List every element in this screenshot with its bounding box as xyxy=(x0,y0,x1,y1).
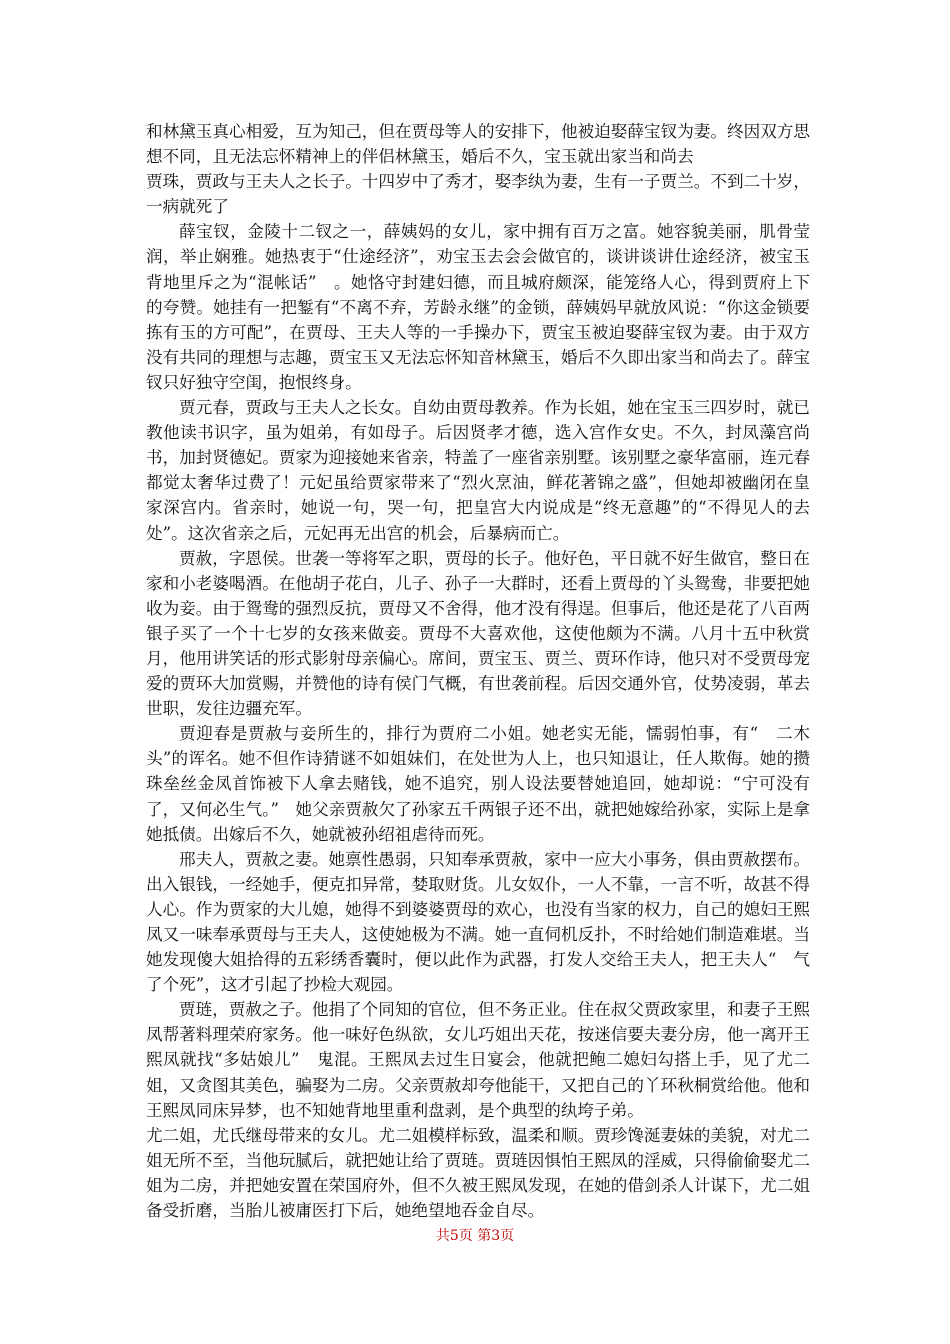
paragraph-1: 和林黛玉真心相爱，互为知己，但在贾母等人的安排下，他被迫娶薛宝钗为妻。终因双方思想不同，且无法忘怀精神上的伴侣林黛玉，婚后不久，宝玉就出家当和尚去 xyxy=(146,122,810,167)
paragraph-8: 贾琏，贾赦之子。他捐了个同知的官位，但不务正业。住在叔父贾政家里，和妻子王熙凤帮著料理荣府家务。他一味好色纵欲，女儿巧姐出天花，按迷信要夫妻分房，他一离开王熙凤就找“多姑娘儿” 鬼混。王熙凤去过生日宴会，他就把鲍二媳妇勾搭上手，见了尤二姐，又贪图其美色，骗娶为二房。父亲贾赦却夸他能干，又把自己的丫环秋桐赏给他。他和王熙凤同床异梦，也不知她背地里重利盘剥，是个典型的纨垮子弟。 xyxy=(146,1000,810,1120)
paragraph-4: 贾元春，贾政与王夫人之长女。自幼由贾母教养。作为长姐，她在宝玉三四岁时，就已教他读书识字，虽为姐弟，有如母子。后因贤孝才德，选入宫作女史。不久，封凤藻宫尚书，加封贤德妃。贾家为迎接她来省亲，特盖了一座省亲别墅。该别墅之豪华富丽，连元春都觉太奢华过费了！元妃虽给贾家带来了“烈火烹油，鲜花著锦之盛”，但她却被幽闭在皇家深宫内。省亲时，她说一句，哭一句，把皇宫大内说成是“终无意趣”的“不得见人的去处”。这次省亲之后，元妃再无出宫的机会，后暴病而亡。 xyxy=(146,398,810,543)
paragraph-9: 尤二姐，尤氏继母带来的女儿。尤二姐模样标致，温柔和顺。贾珍馋涎妻妹的美貌，对尤二姐无所不至，当他玩腻后，就把她让给了贾琏。贾琏因惧怕王熙凤的淫威，只得偷偷娶尤二姐为二房，并把她安置在荣国府外，但不久被王熙凤发现，在她的借剑杀人计谋下，尤二姐备受折磨，当胎儿被庸医打下后，她绝望地吞金自尽。 xyxy=(146,1125,810,1221)
paragraph-5: 贾赦，字恩侯。世袭一等将军之职，贾母的长子。他好色，平日就不好生做官，整日在家和小老婆喝酒。在他胡子花白，儿子、孙子一大群时，还看上贾母的丫头鸳鸯，非要把她收为妾。由于鸳鸯的强烈反抗，贾母又不舍得，他才没有得逞。但事后，他还是花了八百两银子买了一个十七岁的女孩来做妾。贾母不大喜欢他，这使他颇为不满。八月十五中秋赏月，他用讲笑话的形式影射母亲偏心。席间，贾宝玉、贾兰、贾环作诗，他只对不受贾母宠爱的贾环大加赏赐，并赞他的诗有侯门气概，有世袭前程。后因交通外官，仗势凌弱，革去世职，发往边疆充军。 xyxy=(146,548,810,719)
paragraph-6: 贾迎春是贾赦与妾所生的，排行为贾府二小姐。她老实无能，懦弱怕事，有“ 二木头”的诨名。她不但作诗猜谜不如姐妹们，在处世为人上，也只知退让，任人欺侮。她的攒珠垒丝金凤首饰被下人拿去赌钱，她不追究，别人设法要替她追回，她却说：“宁可没有了，又何必生气。” 她父亲贾赦欠了孙家五千两银子还不出，就把她嫁给孙家，实际上是拿她抵债。出嫁后不久，她就被孙绍祖虐待而死。 xyxy=(146,724,810,844)
paragraph-7: 邢夫人，贾赦之妻。她禀性愚弱，只知奉承贾赦，家中一应大小事务，俱由贾赦摆布。出入银钱，一经她手，便克扣异常，婪取财货。儿女奴仆，一人不靠，一言不听，故甚不得人心。作为贾家的大儿媳，她得不到婆婆贾母的欢心，也没有当家的权力，自己的媳妇王熙凤又一味奉承贾母与王夫人，这使她极为不满。她一直伺机反扑，不时给她们制造难堪。当她发现傻大姐拾得的五彩绣香囊时，便以此作为武器，打发人交给王夫人，把王夫人“ 气了个死”，这才引起了抄检大观园。 xyxy=(146,849,810,995)
document-body xyxy=(146,119,810,1223)
paragraph-2: 贾珠，贾政与王夫人之长子。十四岁中了秀才，娶李纨为妻，生有一子贾兰。不到二十岁，一病就死了 xyxy=(146,172,810,217)
page-number-footer: 共5页 第3页 xyxy=(435,1228,515,1244)
paragraph-3: 薛宝钗，金陵十二钗之一，薛姨妈的女儿，家中拥有百万之富。她容貌美丽，肌骨莹润，举止娴雅。她热衷于“仕途经济”，劝宝玉去会会做官的，谈讲谈讲仕途经济，被宝玉背地里斥之为“混帐话” 。她恪守封建妇德，而且城府颇深，能笼络人心，得到贾府上下的夸赞。她挂有一把錾有“不离不弃，芳龄永继”的金锁，薛姨妈早就放风说：“你这金锁要拣有玉的方可配”，在贾母、王夫人等的一手操办下，贾宝玉被迫娶薛宝钗为妻。由于双方没有共同的理想与志趣，贾宝玉又无法忘怀知音林黛玉，婚后不久即出家当和尚去了。薛宝钗只好独守空闺，抱恨终身。 xyxy=(146,222,810,392)
